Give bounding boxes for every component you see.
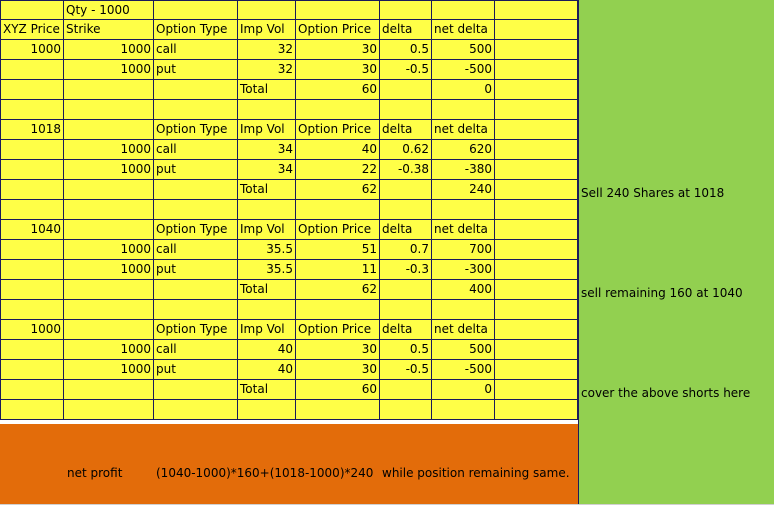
cell-extra[interactable] (495, 160, 578, 180)
cell-extra[interactable] (495, 80, 578, 100)
cell-extra[interactable] (495, 320, 578, 340)
cell-option-price[interactable] (296, 200, 380, 220)
cell-net-delta[interactable]: 240 (432, 180, 495, 200)
cell-option-price[interactable]: 30 (296, 60, 380, 80)
cell-xyz-price[interactable] (0, 160, 64, 180)
cell-strike[interactable]: 1000 (64, 340, 154, 360)
cell-xyz-price[interactable] (0, 260, 64, 280)
cell-net-delta[interactable]: 700 (432, 240, 495, 260)
net-profit-label[interactable]: net profit (67, 466, 123, 480)
cell-xyz-price[interactable] (0, 60, 64, 80)
cell-net-delta[interactable]: net delta (432, 20, 495, 40)
cell-net-delta[interactable] (432, 100, 495, 120)
cell-net-delta[interactable] (432, 300, 495, 320)
cell-imp-vol[interactable]: 34 (238, 160, 296, 180)
cell-delta[interactable] (380, 300, 432, 320)
cell-net-delta[interactable]: 400 (432, 280, 495, 300)
cell-strike[interactable] (64, 220, 154, 240)
cell-option-price[interactable]: 11 (296, 260, 380, 280)
cell-delta[interactable]: -0.38 (380, 160, 432, 180)
cell-delta[interactable]: delta (380, 20, 432, 40)
cell-xyz-price[interactable] (0, 200, 64, 220)
cell-net-delta[interactable] (432, 0, 495, 20)
cell-delta[interactable] (380, 100, 432, 120)
cell-net-delta[interactable]: -380 (432, 160, 495, 180)
cell-extra[interactable] (495, 340, 578, 360)
cell-extra[interactable] (495, 20, 578, 40)
cell-delta[interactable] (380, 380, 432, 400)
cell-option-type[interactable]: call (154, 40, 238, 60)
cell-delta[interactable]: delta (380, 220, 432, 240)
cell-extra[interactable] (495, 140, 578, 160)
cell-xyz-price[interactable] (0, 300, 64, 320)
cell-extra[interactable] (495, 200, 578, 220)
cell-option-price[interactable]: 30 (296, 360, 380, 380)
cell-xyz-price[interactable] (0, 100, 64, 120)
cell-xyz-price[interactable]: 1018 (0, 120, 64, 140)
cell-extra[interactable] (495, 300, 578, 320)
cell-option-type[interactable]: put (154, 360, 238, 380)
cell-strike[interactable]: 1000 (64, 40, 154, 60)
cell-delta[interactable] (380, 200, 432, 220)
cell-xyz-price[interactable] (0, 340, 64, 360)
cell-imp-vol[interactable]: 35.5 (238, 240, 296, 260)
cell-option-type[interactable] (154, 380, 238, 400)
cell-net-delta[interactable]: -500 (432, 60, 495, 80)
cell-extra[interactable] (495, 400, 578, 420)
cell-option-type[interactable]: Option Type (154, 220, 238, 240)
cell-xyz-price[interactable] (0, 400, 64, 420)
sheet-bottom-edge (0, 504, 774, 509)
cell-option-price[interactable] (296, 0, 380, 20)
cell-option-type[interactable] (154, 300, 238, 320)
cell-option-type[interactable]: call (154, 140, 238, 160)
cell-strike[interactable] (64, 120, 154, 140)
cell-imp-vol[interactable]: 34 (238, 140, 296, 160)
cell-imp-vol[interactable] (238, 400, 296, 420)
cell-strike[interactable]: Strike (64, 20, 154, 40)
net-profit-formula[interactable]: (1040-1000)*160+(1018-1000)*240 (156, 466, 374, 480)
cell-option-type[interactable]: put (154, 160, 238, 180)
cell-strike[interactable] (64, 100, 154, 120)
cell-delta[interactable]: 0.7 (380, 240, 432, 260)
cell-imp-vol[interactable]: Total (238, 380, 296, 400)
cell-option-type[interactable]: Option Type (154, 120, 238, 140)
cell-option-price[interactable]: 60 (296, 380, 380, 400)
cell-option-type[interactable] (154, 0, 238, 20)
cell-xyz-price[interactable] (0, 280, 64, 300)
cell-imp-vol[interactable]: Imp Vol (238, 220, 296, 240)
cell-xyz-price[interactable]: 1000 (0, 320, 64, 340)
cell-net-delta[interactable]: 620 (432, 140, 495, 160)
cell-option-price[interactable]: 62 (296, 280, 380, 300)
cell-extra[interactable] (495, 0, 578, 20)
cell-option-type[interactable] (154, 400, 238, 420)
cell-imp-vol[interactable]: Total (238, 280, 296, 300)
cell-xyz-price[interactable]: 1000 (0, 40, 64, 60)
cell-strike[interactable]: 1000 (64, 260, 154, 280)
cell-imp-vol[interactable]: Imp Vol (238, 20, 296, 40)
cell-option-type[interactable]: Option Type (154, 320, 238, 340)
cell-option-type[interactable] (154, 200, 238, 220)
cell-imp-vol[interactable] (238, 200, 296, 220)
cell-imp-vol[interactable] (238, 0, 296, 20)
cell-strike[interactable]: Qty - 1000 (64, 0, 154, 20)
note-sell-remaining[interactable]: sell remaining 160 at 1040 (581, 286, 743, 300)
cell-delta[interactable]: 0.5 (380, 340, 432, 360)
cell-option-price[interactable]: 51 (296, 240, 380, 260)
cell-net-delta[interactable]: net delta (432, 120, 495, 140)
cell-xyz-price[interactable] (0, 0, 64, 20)
cell-delta[interactable] (380, 0, 432, 20)
cell-extra[interactable] (495, 360, 578, 380)
cell-option-type[interactable] (154, 100, 238, 120)
cell-option-type[interactable]: put (154, 260, 238, 280)
cell-xyz-price[interactable]: 1040 (0, 220, 64, 240)
cell-strike[interactable]: 1000 (64, 60, 154, 80)
cell-option-type[interactable] (154, 80, 238, 100)
cell-strike[interactable]: 1000 (64, 140, 154, 160)
cell-option-price[interactable]: 60 (296, 80, 380, 100)
cell-extra[interactable] (495, 220, 578, 240)
cell-imp-vol[interactable]: 40 (238, 360, 296, 380)
cell-imp-vol[interactable]: Imp Vol (238, 320, 296, 340)
cell-extra[interactable] (495, 240, 578, 260)
cell-strike[interactable] (64, 380, 154, 400)
cell-extra[interactable] (495, 380, 578, 400)
cell-option-price[interactable] (296, 400, 380, 420)
cell-strike[interactable] (64, 80, 154, 100)
position-remark[interactable]: while position remaining same. (382, 466, 570, 480)
cell-net-delta[interactable] (432, 400, 495, 420)
cell-delta[interactable]: -0.3 (380, 260, 432, 280)
cell-extra[interactable] (495, 180, 578, 200)
cell-delta[interactable]: -0.5 (380, 360, 432, 380)
cell-xyz-price[interactable] (0, 80, 64, 100)
cell-imp-vol[interactable]: Total (238, 80, 296, 100)
cell-xyz-price[interactable] (0, 140, 64, 160)
cell-option-price[interactable]: 30 (296, 340, 380, 360)
cell-xyz-price[interactable] (0, 180, 64, 200)
cell-option-price[interactable]: 30 (296, 40, 380, 60)
cell-net-delta[interactable]: 0 (432, 380, 495, 400)
cell-strike[interactable] (64, 180, 154, 200)
cell-xyz-price[interactable] (0, 360, 64, 380)
cell-option-price[interactable] (296, 100, 380, 120)
cell-imp-vol[interactable] (238, 100, 296, 120)
cell-imp-vol[interactable]: 40 (238, 340, 296, 360)
cell-delta[interactable] (380, 80, 432, 100)
cell-option-type[interactable]: Option Type (154, 20, 238, 40)
cell-strike[interactable] (64, 400, 154, 420)
cell-extra[interactable] (495, 100, 578, 120)
cell-option-price[interactable]: 40 (296, 140, 380, 160)
green-notes-column (578, 0, 774, 504)
cell-delta[interactable]: -0.5 (380, 60, 432, 80)
cell-imp-vol[interactable]: Total (238, 180, 296, 200)
cell-option-price[interactable]: 22 (296, 160, 380, 180)
cell-option-price[interactable]: Option Price (296, 220, 380, 240)
note-sell-240[interactable]: Sell 240 Shares at 1018 (581, 186, 725, 200)
cell-net-delta[interactable]: 500 (432, 340, 495, 360)
cell-imp-vol[interactable]: 32 (238, 40, 296, 60)
cell-imp-vol[interactable]: 32 (238, 60, 296, 80)
cell-delta[interactable]: delta (380, 120, 432, 140)
cell-delta[interactable]: delta (380, 320, 432, 340)
cell-extra[interactable] (495, 260, 578, 280)
cell-strike[interactable]: 1000 (64, 360, 154, 380)
cell-extra[interactable] (495, 280, 578, 300)
cell-option-type[interactable]: call (154, 340, 238, 360)
cell-xyz-price[interactable] (0, 240, 64, 260)
cell-delta[interactable] (380, 180, 432, 200)
cell-imp-vol[interactable] (238, 300, 296, 320)
cell-option-type[interactable] (154, 280, 238, 300)
cell-strike[interactable]: 1000 (64, 240, 154, 260)
cell-net-delta[interactable]: 0 (432, 80, 495, 100)
cell-strike[interactable] (64, 200, 154, 220)
cell-option-type[interactable]: call (154, 240, 238, 260)
cell-net-delta[interactable] (432, 200, 495, 220)
cell-option-price[interactable]: 62 (296, 180, 380, 200)
cell-extra[interactable] (495, 120, 578, 140)
cell-option-price[interactable] (296, 300, 380, 320)
cell-option-type[interactable] (154, 180, 238, 200)
cell-imp-vol[interactable]: 35.5 (238, 260, 296, 280)
cell-option-type[interactable]: put (154, 60, 238, 80)
cell-xyz-price[interactable] (0, 380, 64, 400)
cell-imp-vol[interactable]: Imp Vol (238, 120, 296, 140)
cell-net-delta[interactable]: net delta (432, 320, 495, 340)
cell-strike[interactable] (64, 300, 154, 320)
cell-option-price[interactable]: Option Price (296, 320, 380, 340)
cell-strike[interactable]: 1000 (64, 160, 154, 180)
cell-option-price[interactable]: Option Price (296, 20, 380, 40)
cell-strike[interactable] (64, 320, 154, 340)
note-cover-shorts[interactable]: cover the above shorts here (581, 386, 751, 400)
cell-net-delta[interactable]: 500 (432, 40, 495, 60)
cell-net-delta[interactable]: -500 (432, 360, 495, 380)
cell-extra[interactable] (495, 40, 578, 60)
cell-strike[interactable] (64, 280, 154, 300)
cell-option-price[interactable]: Option Price (296, 120, 380, 140)
cell-xyz-price[interactable]: XYZ Price (0, 20, 64, 40)
cell-delta[interactable]: 0.62 (380, 140, 432, 160)
cell-net-delta[interactable]: net delta (432, 220, 495, 240)
cell-extra[interactable] (495, 60, 578, 80)
cell-delta[interactable] (380, 280, 432, 300)
cell-delta[interactable] (380, 400, 432, 420)
cell-delta[interactable]: 0.5 (380, 40, 432, 60)
cell-net-delta[interactable]: -300 (432, 260, 495, 280)
